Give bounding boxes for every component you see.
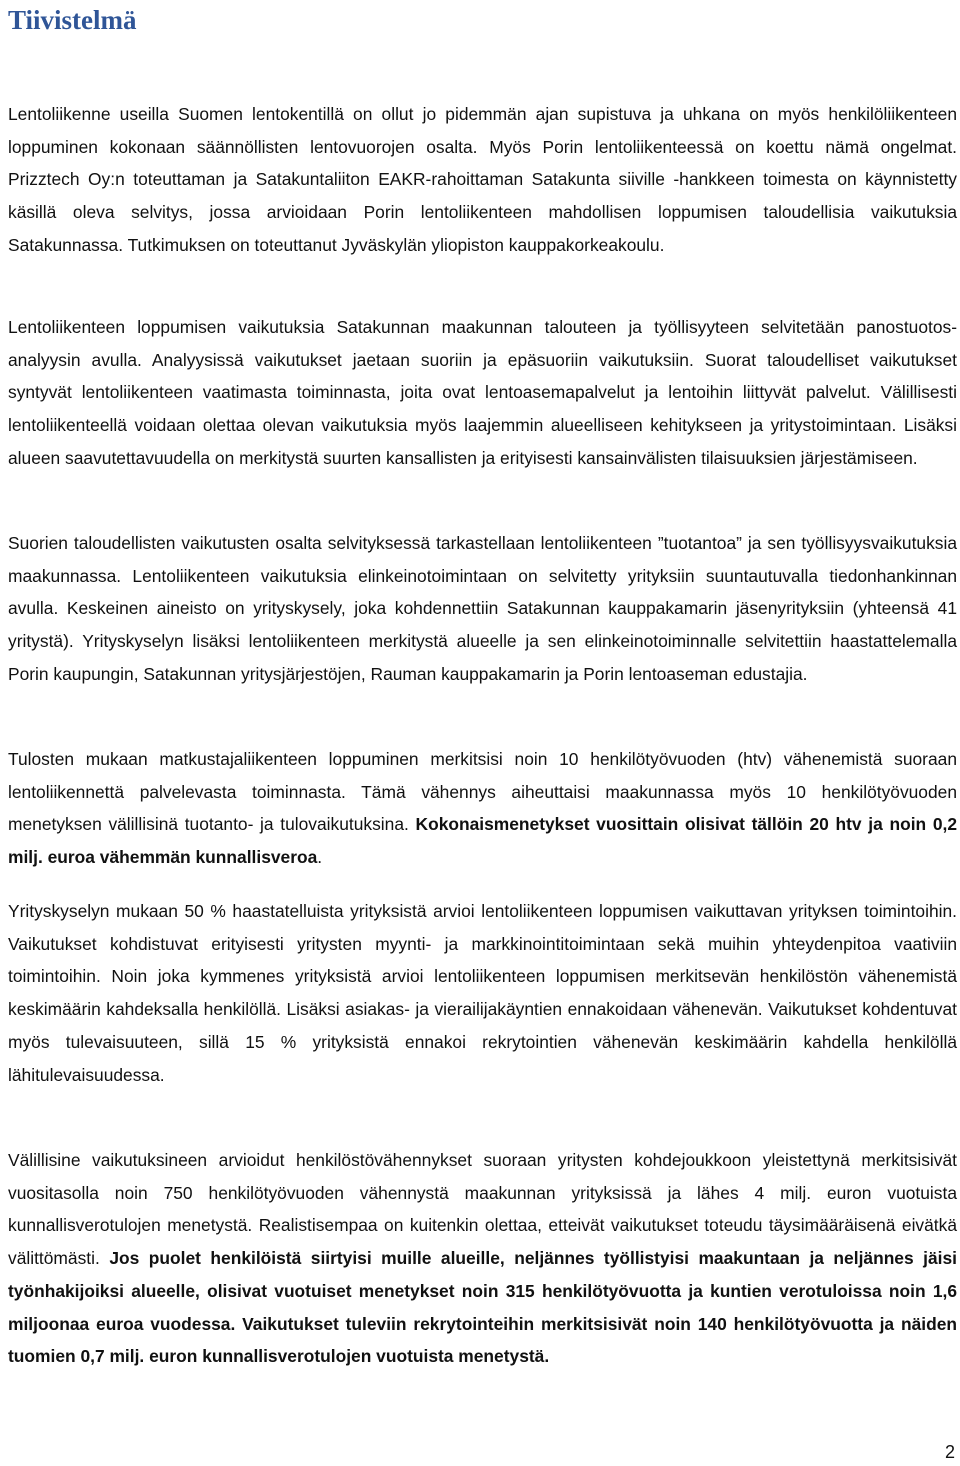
paragraph-bold-text: Kokonaismenetykset vuosittain olisivat tällöin 20 htv ja noin 0,2 milj. euroa vähemmän kunnallisveroa — [8, 814, 957, 868]
page-title: Tiivistelmä — [8, 5, 137, 35]
paragraph-text: Suorien taloudellisten vaikutusten osalta selvityksessä tarkastellaan lentoliikenteen ”tuotantoa” ja sen työllisyysvaikutuksia maakunnassa. Lentoliikenteen vaikutuksia elinkeinotoimintaan on selvitetty yrityksiin suuntautuvalla tiedonhankinnan avulla. Keskeinen aineisto on yrityskysely, joka kohdennettiin Satakunnan kauppakamarin jäsenyrityksiin (yhteensä 41 yritystä). Yrityskyselyn lisäksi lentoliikenteen merkitystä alueelle ja sen elinkeinotoiminnalle selvitettiin haastattelemalla Porin kaupungin, Satakunnan yritysjärjestöjen, Rauman kauppakamarin ja Porin lentoaseman edustajia. — [8, 533, 957, 684]
paragraph-results — [8, 743, 957, 874]
paragraph-direct-effects — [8, 527, 957, 691]
paragraph-analysis-method — [8, 311, 957, 475]
page-number: 2 — [944, 1442, 955, 1462]
paragraph-text: Välillisine vaikutuksineen arvioidut henkilöstövähennykset suoraan yritysten kohdejoukkoon yleistettynä merkitsisivät vuositasolla noin 750 henkilötyövuoden vähennystä maakunnan yrityksissä ja lähes 4 milj. euron vuotuista kunnallisverotulojen menetystä. Realistisempaa on kuitenkin olettaa, etteivät vaikutukset toteudu täysimääräisenä eivätkä välittömästi. — [8, 1150, 957, 1269]
paragraph-tail: . — [317, 847, 323, 868]
paragraph-bold-text: Jos puolet henkilöistä siirtyisi muille alueille, neljännes työllistyisi maakuntaan ja neljännes jäisi työnhakijoiksi alueelle, olisivat vuotuiset menetykset noin 315 henkilötyövuotta ja kuntien verotuloissa noin 1,6 miljoonaa euroa vuodessa. Vaikutukset tuleviin rekrytointeihin merkitsisivät noin 140 henkilötyövuotta ja näiden tuomien 0,7 milj. euron kunnallisverotulojen vuotuista menetystä. — [8, 1248, 957, 1367]
paragraph-text: Lentoliikenteen loppumisen vaikutuksia Satakunnan maakunnan talouteen ja työllisyyteen selvitetään panostuotos-analyysin avulla. Analyysissä vaikutukset jaetaan suoriin ja epäsuoriin vaikutuksiin. Suorat taloudelliset vaikutukset syntyvät lentoliikenteen vaatimasta toiminnasta, joita ovat lentoasemapalvelut ja lentoihin liittyvät palvelut. Välillisesti lentoliikenteellä voidaan olettaa olevan vaikutuksia myös laajemmin alueelliseen kehitykseen ja yritystoimintaan. Lisäksi alueen saavutettavuudella on merkitystä suurten kansallisten ja erityisesti kansainvälisten tilaisuuksien järjestämiseen. — [8, 317, 957, 468]
paragraph-text: Tulosten mukaan matkustajaliikenteen loppuminen merkitsisi noin 10 henkilötyövuoden (htv) vähenemistä suoraan lentoliikennettä palvelevasta toiminnasta. Tämä vähennys aiheuttaisi maakunnassa myös 10 henkilötyövuoden menetyksen välillisinä tuotanto- ja tulovaikutuksina. — [8, 749, 957, 835]
paragraph-survey — [8, 895, 957, 1091]
paragraph-intro — [8, 98, 957, 262]
paragraph-indirect-effects — [8, 1144, 957, 1373]
paragraph-text: Yrityskyselyn mukaan 50 % haastatelluista yrityksistä arvioi lentoliikenteen loppumisen vaikuttavan yrityksen toimintoihin. Vaikutukset kohdistuvat erityisesti yritysten myynti- ja markkinointitoimintaan sekä muihin yhteydenpitoa vaativiin toimintoihin. Noin joka kymmenes yrityksistä arvioi lentoliikenteen loppumisen merkitsevän henkilöstön vähenemistä keskimäärin kahdeksalla henkilöllä. Lisäksi asiakas- ja vierailijakäyntien ennakoidaan vähenevän. Vaikutukset kohdentuvat myös tulevaisuuteen, sillä 15 % yrityksistä ennakoi rekrytointien vähenevän keskimäärin kahdella henkilöllä lähitulevaisuudessa. — [8, 901, 957, 1085]
paragraph-text: Lentoliikenne useilla Suomen lentokentillä on ollut jo pidemmän ajan supistuva ja uhkana on myös henkilöliikenteen loppuminen kokonaan säännöllisten lentovuorojen osalta. Myös Porin lentoliikenteessä on koettu nämä ongelmat. Prizztech Oy:n toteuttaman ja Satakuntaliiton EAKR-rahoittaman Satakunta siiville -hankkeen toimesta on käynnistetty käsillä oleva selvitys, jossa arvioidaan Porin lentoliikenteen mahdollisen loppumisen taloudellisia vaikutuksia Satakunnassa. Tutkimuksen on toteuttanut Jyväskylän yliopiston kauppakorkeakoulu. — [8, 104, 957, 255]
